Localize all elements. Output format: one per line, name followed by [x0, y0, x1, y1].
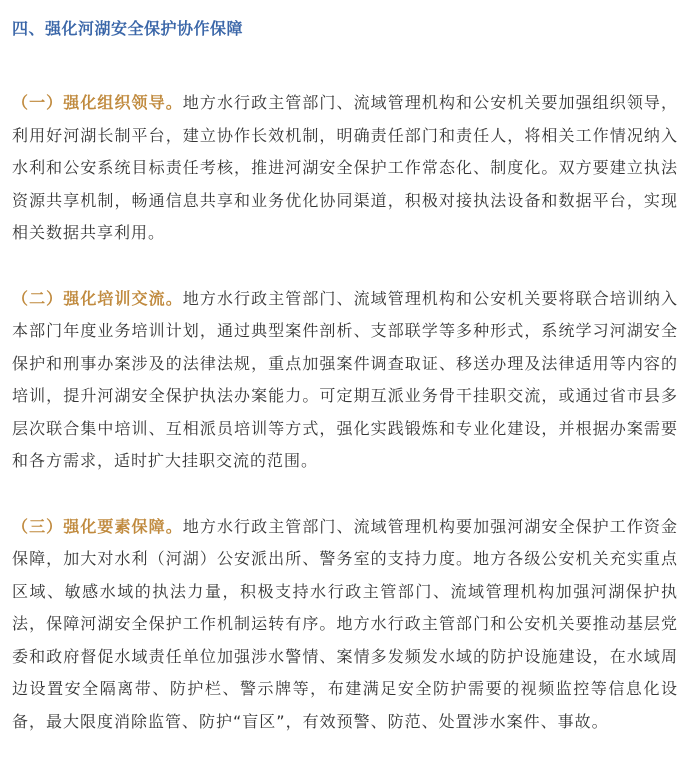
- paragraph-organization-leadership: [12, 87, 678, 250]
- paragraph-lead: （一）强化组织领导。: [12, 93, 183, 112]
- paragraph-body: 地方水行政主管部门、流域管理机构要加强河湖安全保护工作资金保障，加大对水利（河湖）公安派出所、警务室的支持力度。地方各级公安机关充实重点区域、敏感水域的执法力量，积极支持水行政主管部门、流域管理机构加强河湖保护执法，保障河湖安全保护工作机制运转有序。地方水行政主管部门和公安机关要推动基层党委和政府督促水域责任单位加强涉水警情、案情多发频发水域的防护设施建设，在水域周边设置安全隔离带、防护栏、警示牌等，布建满足安全防护需要的视频监控等信息化设备，最大限度消除监管、防护“盲区”，有效预警、防范、处置涉水案件、事故。: [12, 516, 678, 731]
- paragraph-lead: （三）强化要素保障。: [12, 516, 183, 536]
- section-title: 四、强化河湖安全保护协作保障: [12, 19, 244, 38]
- paragraph-body: 地方水行政主管部门、流域管理机构和公安机关要将联合培训纳入本部门年度业务培训计划，通过典型案件剖析、支部联学等多种形式，系统学习河湖安全保护和刑事办案涉及的法律法规，重点加强案件调查取证、移送办理及法律适用等内容的培训，提升河湖安全保护执法办案能力。可定期互派业务骨干挂职交流，或通过省市县多层次联合集中培训、互相派员培训等方式，强化实践锻炼和专业化建设，并根据办案需要和各方需求，适时扩大挂职交流的范围。: [12, 288, 678, 470]
- paragraph-body: 地方水行政主管部门、流域管理机构和公安机关要加强组织领导，利用好河湖长制平台，建立协作长效机制，明确责任部门和责任人，将相关工作情况纳入水利和公安系统目标责任考核，推进河湖安全保护工作常态化、制度化。双方要建立执法资源共享机制，畅通信息共享和业务优化协同渠道，积极对接执法设备和数据平台，实现相关数据共享利用。: [12, 93, 678, 242]
- paragraph-resource-guarantee: [12, 511, 678, 739]
- paragraph-training-exchange: [12, 283, 678, 478]
- paragraph-lead: （二）强化培训交流。: [12, 288, 183, 308]
